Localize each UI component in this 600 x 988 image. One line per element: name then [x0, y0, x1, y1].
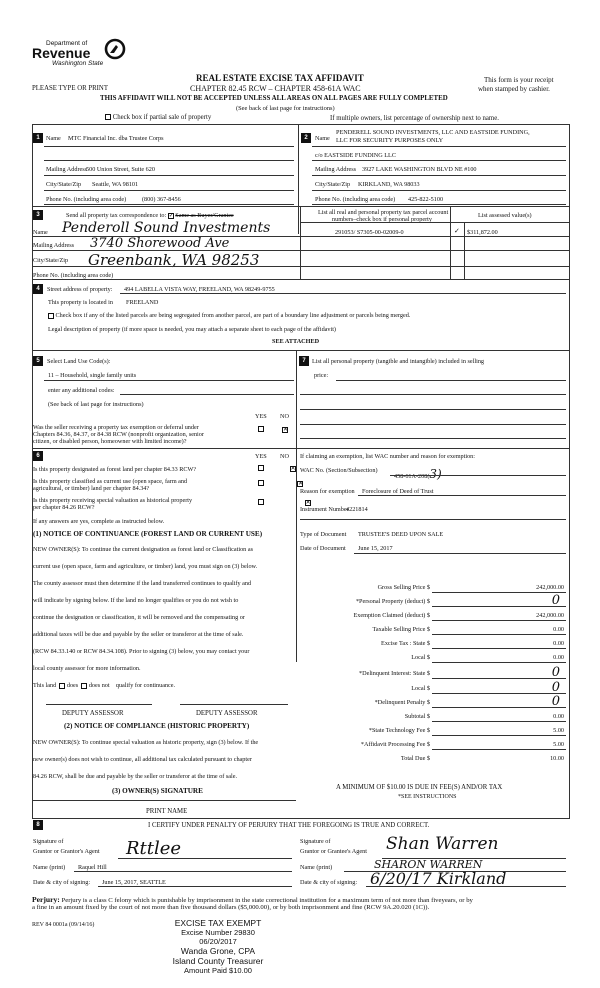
grantor-signature[interactable]: Rttlee: [126, 838, 182, 859]
assessed-header: List assessed value(s): [478, 212, 532, 219]
segregated-label: Check box if any of the listed parcels are being segregated from another parcel, are part of a boundary line adjustment or parcels being merged.: [55, 312, 411, 319]
exemption-q-1: Was the seller receiving a property tax exemption or deferral under: [33, 424, 199, 431]
instrument-value[interactable]: 4221814: [346, 506, 368, 513]
located-label: This property is located in: [48, 299, 113, 306]
agency-logo: [32, 40, 103, 67]
wac-value[interactable]: 458-61A-208(3): [394, 467, 442, 481]
exemption-q-3: citizen, or disabled person, homeowner with limited income)?: [33, 438, 187, 445]
calc-value[interactable]: 5.00: [553, 727, 564, 734]
perjury-statement-1: Perjury: Perjury is a class C felony which is punishable by imprisonment in the state correctional institution for a maximum term of not more than fiveyears, or by: [32, 895, 473, 904]
notice2-line-2: new owner(s) does not wish to continue, all additional tax calculated pursuant to chapter: [33, 756, 252, 763]
buyer-phone-label: Phone No. (including area code): [315, 196, 396, 203]
form-title: REAL ESTATE EXCISE TAX AFFIDAVIT: [196, 73, 364, 83]
yes-header-6: YES: [255, 453, 267, 460]
personal-property-check[interactable]: ✓: [454, 227, 460, 235]
stamp-line-5: Island County Treasurer: [172, 956, 264, 966]
segregated-row: [48, 312, 410, 319]
grantee-date-label: Date & city of signing:: [300, 879, 358, 886]
notice1-line-3: The county assessor must then determine if the land transferred continues to qualify and: [33, 580, 252, 587]
agency-line1: Department of: [46, 40, 88, 47]
print-name-label: PRINT NAME: [146, 808, 188, 815]
grantee-signature[interactable]: Shan Warren: [386, 834, 499, 854]
partial-sale-label: Check box if partial sale of property: [112, 114, 212, 121]
historic-no-checkbox[interactable]: ✕: [305, 499, 311, 506]
land-use-label: Select Land Use Code(s):: [47, 358, 111, 365]
grantor-name-label: Name (print): [33, 864, 66, 871]
notice-continuance-title: (1) NOTICE OF CONTINUANCE (FOREST LAND OR CURRENT USE): [33, 530, 263, 538]
tax-city-label: City/State/Zip: [33, 257, 69, 264]
see-instructions: *SEE INSTRUCTIONS: [398, 794, 457, 800]
notice-compliance-title: (2) NOTICE OF COMPLIANCE (HISTORIC PROPERTY): [64, 722, 250, 730]
stamp-line-2: Excise Number 29830: [181, 928, 255, 937]
notice1-line-7: (RCW 84.33.140 or RCW 84.34.108). Prior to signing (3) below, you may contact your: [33, 648, 250, 655]
calc-value[interactable]: 0.00: [553, 626, 564, 633]
reason-label: Reason for exemption: [300, 488, 355, 495]
grantor-sig-label-2: Grantor or Grantor's Agent: [33, 848, 100, 855]
current-use-yes-checkbox[interactable]: [258, 480, 264, 486]
tax-phone-label: Phone No. (including area code): [33, 272, 114, 279]
section-7-number: 7: [299, 356, 309, 366]
buyer-phone[interactable]: 425-822-5100: [408, 196, 444, 203]
grantee-date[interactable]: 6/20/17 Kirkland: [370, 869, 507, 888]
street-address[interactable]: 494 LABELLA VISTA WAY, FREELAND, WA 98249-9755: [124, 286, 275, 293]
notice1-line-8: local county assessor for more information.: [33, 665, 141, 672]
section-2-number: 2: [301, 133, 311, 143]
personal-property-label: List all personal property (tangible and intangible) included in selling: [312, 358, 485, 365]
notice1-line-1: NEW OWNER(S): To continue the current designation as forest land or Classification as: [33, 546, 253, 553]
receipt-note-2: when stamped by cashier.: [478, 85, 550, 93]
instrument-label: Instrument Number: [300, 506, 349, 513]
seller-phone[interactable]: (800) 367-8456: [142, 196, 181, 203]
notice2-line-3: 84.26 RCW, shall be due and payable by the seller or transferor at the time of sale.: [33, 773, 238, 780]
no-header-5: NO: [280, 413, 289, 420]
accounts-header-1: List all real and personal property tax parcel account: [318, 209, 449, 216]
grantor-name[interactable]: Raquel Hill: [78, 864, 107, 871]
exemption-no-checkbox[interactable]: ✕: [283, 426, 289, 433]
buyer-mailing[interactable]: 3927 LAKE WASHINGTON BLVD NE #100: [362, 166, 477, 173]
forest-yes-checkbox[interactable]: [258, 465, 264, 471]
print-note: PLEASE TYPE OR PRINT: [32, 85, 108, 92]
notice2-line-1: NEW OWNER(S): To continue special valuation as historic property, sign (3) below. If the: [33, 739, 259, 746]
seller-city[interactable]: Seattle, WA 98101: [92, 181, 139, 188]
tax-name-label: Name: [33, 229, 48, 236]
current-use-q-2: agricultural, or timber) land per chapter 84.34?: [33, 485, 150, 492]
land-use-see-back: (See back of last page for instructions): [48, 401, 144, 408]
historic-q-1: Is this property receiving special valuation as historical property: [33, 497, 193, 504]
continuance-row: This land does does not qualify for continuance.: [33, 682, 176, 689]
grantee-name-label: Name (print): [300, 864, 333, 871]
seller-name-label: Name: [46, 135, 61, 142]
grantee-sig-label-2: Grantor or Grantee's Agent: [300, 848, 367, 855]
deputy-assessor-2: DEPUTY ASSESSOR: [196, 710, 258, 717]
doc-type-label: Type of Document: [300, 531, 347, 538]
seller-city-label: City/State/Zip: [46, 181, 82, 188]
historic-q-2: per chapter 84.26 RCW?: [33, 504, 95, 511]
forest-land-q: Is this property designated as forest land per chapter 84.33 RCW?: [33, 466, 197, 473]
owner-signature-title: (3) OWNER(S) SIGNATURE: [112, 787, 203, 795]
calc-value[interactable]: 0.00: [553, 654, 564, 661]
tax-mailing[interactable]: 3740 Shorewood Ave: [90, 236, 230, 251]
reason-value[interactable]: Foreclosure of Deed of Trust: [362, 488, 434, 495]
grantor-date[interactable]: June 15, 2017, SEATTLE: [102, 879, 166, 886]
buyer-name-label: Name: [315, 135, 330, 142]
buyer-city-label: City/State/Zip: [315, 181, 351, 188]
tax-name[interactable]: Penderoll Sound Investments: [62, 220, 271, 236]
does-checkbox[interactable]: [59, 683, 65, 689]
send-correspondence-label: Send all property tax correspondence to: ✓ Same as Buyer/Grantee: [66, 212, 234, 219]
calc-value[interactable]: 0: [551, 665, 560, 680]
if-yes-note: If any answers are yes, complete as instructed below.: [33, 518, 165, 525]
legal-description-label: Legal description of property (if more space is needed, you may attach a separate sheet to each page of the affidavit): [48, 326, 336, 333]
yes-header-5: YES: [255, 413, 267, 420]
form-revision: REV 84 0001a (09/14/16): [32, 922, 95, 928]
tax-calculation-table: Gross Selling Price $ 242,000.00 *Personal Property (deduct) $ 0 Exemption Claimed (deduct) $ 242,000.00 Taxable Selling Price $ 0.00 Excise Tax : State $ 0.00 Local $ 0.00 *Delinquent Interest: State $ 0 Local $ 0 *Delinquent Penalty $ 0 Subtotal $ 0.00 *State Technology Fee $ 5.00 *Affidavit Processing Fee $ 5.00 Total Due $ 10.00: [353, 584, 564, 762]
receipt-note-1: This form is your receipt: [484, 76, 554, 84]
calc-value[interactable]: 0.00: [553, 640, 564, 647]
parcel-account[interactable]: 291053/ S7305-00-02009-0: [335, 229, 404, 236]
price-label: price:: [314, 372, 329, 379]
historic-yes-checkbox[interactable]: [258, 499, 264, 505]
perjury-statement-2: a fine in an amount fixed by the court of not more than five thousand dollars ($5,000.00), or by both imprisonment and fine (RCW 9A.20.020 (1C)).: [32, 904, 430, 911]
calc-value[interactable]: 0: [551, 694, 560, 709]
section-3-number: 3: [33, 210, 43, 220]
no-header-6: NO: [280, 453, 289, 460]
same-as-buyer-label: Same as Buyer/Grantee: [175, 212, 234, 219]
section-8-number: 8: [33, 820, 43, 830]
notice1-line-2: current use (open space, farm and agriculture, or timber) land, you must sign on (3) below.: [33, 563, 258, 570]
does-not-checkbox[interactable]: [81, 683, 87, 689]
calc-value[interactable]: 0: [551, 593, 560, 608]
section-6-number: 6: [33, 451, 43, 461]
street-label: Street address of property:: [47, 286, 113, 293]
excise-stamp: [148, 918, 288, 975]
exemption-yes-checkbox[interactable]: [258, 426, 264, 432]
grantor-date-label: Date & city of signing:: [33, 879, 91, 886]
grantee-name[interactable]: SHARON WARREN: [374, 858, 483, 871]
wac-claim-label: If claiming an exemption, list WAC number and reason for exemption:: [300, 453, 475, 460]
tax-mailing-label: Mailing Address: [33, 242, 75, 249]
agency-line2: Revenue: [32, 45, 91, 61]
accounts-header-2: numbers–check box if personal property: [332, 216, 433, 223]
calc-value[interactable]: 10.00: [550, 755, 564, 762]
doc-date-label: Date of Document: [300, 545, 346, 552]
form-chapter: CHAPTER 82.45 RCW – CHAPTER 458-61A WAC: [190, 84, 361, 93]
buyer-co[interactable]: c/o EASTSIDE FUNDING LLC: [315, 152, 396, 159]
doc-type-value[interactable]: TRUSTEE'S DEED UPON SALE: [358, 531, 444, 538]
located-city[interactable]: FREELAND: [126, 299, 159, 306]
buyer-mailing-label: Mailing Address: [315, 166, 357, 173]
agency-line3: Washington State: [52, 60, 104, 67]
section-4-number: 4: [33, 284, 43, 294]
seller-name[interactable]: MTC Financial Inc. dba Trustee Corps: [68, 135, 164, 142]
minimum-fee-note: A MINIMUM OF $10.00 IS DUE IN FEE(S) AND/OR TAX: [336, 784, 503, 791]
seller-mailing[interactable]: 500 Union Street, Suite 620: [86, 166, 155, 173]
land-use-code[interactable]: 11 – Household, single family units: [48, 372, 137, 379]
assessed-value[interactable]: $311,872.00: [467, 229, 498, 236]
current-use-no-checkbox[interactable]: ✕: [298, 480, 304, 487]
buyer-name-1[interactable]: PENDERELL SOUND INVESTMENTS, LLC AND EASTSIDE FUNDING,: [336, 129, 530, 136]
forest-no-checkbox[interactable]: ✕: [290, 465, 296, 472]
buyer-city[interactable]: KIRKLAND, WA 98033: [358, 181, 420, 188]
tax-city[interactable]: Greenbank, WA 98253: [88, 251, 260, 269]
wac-label: WAC No. (Section/Subsection): [300, 467, 378, 474]
form-warning: THIS AFFIDAVIT WILL NOT BE ACCEPTED UNLESS ALL AREAS ON ALL PAGES ARE FULLY COMPLETED: [100, 95, 448, 102]
same-as-buyer-checkbox[interactable]: ✓: [168, 212, 174, 219]
deputy-assessor-1: DEPUTY ASSESSOR: [62, 710, 124, 717]
calc-value[interactable]: 0: [551, 680, 560, 695]
seller-phone-label: Phone No. (including area code): [46, 196, 127, 203]
calc-value[interactable]: 242,000.00: [536, 612, 564, 619]
seller-mailing-label: Mailing Address: [46, 166, 88, 173]
see-back-note: (See back of last page for instructions): [236, 105, 335, 112]
buyer-name-2[interactable]: LLC FOR SECURITY PURPOSES ONLY: [336, 137, 444, 144]
stamp-line-4: Wanda Grone, CPA: [180, 946, 256, 956]
certify-statement: I CERTIFY UNDER PENALTY OF PERJURY THAT THE FOREGOING IS TRUE AND CORRECT.: [148, 822, 430, 829]
grantee-sig-label-1: Signature of: [300, 838, 331, 845]
agency-logo-icon: [104, 38, 126, 60]
notice1-line-6: additional taxes will be due and payable by the seller or transferor at the time of sale.: [33, 631, 244, 638]
exemption-q-2: Chapters 84.36, 84.37, or 84.38 RCW (nonprofit organization, senior: [33, 431, 204, 438]
partial-sale-checkbox-row: [105, 114, 211, 121]
current-use-q-1: Is this property classified as current use (open space, farm and: [33, 478, 188, 485]
see-attached: SEE ATTACHED: [272, 338, 320, 345]
stamp-line-1: EXCISE TAX EXEMPT: [174, 918, 262, 928]
calc-value[interactable]: 0.00: [553, 713, 564, 720]
calc-value[interactable]: 5.00: [553, 741, 564, 748]
section-1-number: 1: [33, 133, 43, 143]
notice1-line-4: will indicate by signing below. If the land no longer qualifies or you do not wish to: [33, 597, 239, 604]
partial-sale-checkbox[interactable]: [105, 114, 111, 120]
additional-codes-label: enter any additional codes:: [48, 387, 115, 394]
stamp-line-6: Amount Paid $10.00: [184, 966, 252, 975]
multiple-owners-note: If multiple owners, list percentage of ownership next to name.: [330, 115, 499, 122]
segregated-checkbox[interactable]: [48, 313, 54, 319]
notice1-line-5: continue the designation or classification, it will be removed and the compensating or: [33, 614, 245, 621]
doc-date-value[interactable]: June 15, 2017: [358, 545, 393, 552]
stamp-line-3: 06/20/2017: [199, 937, 237, 946]
calc-value[interactable]: 242,000.00: [536, 584, 564, 591]
grantor-sig-label-1: Signature of: [33, 838, 64, 845]
section-5-number: 5: [33, 356, 43, 366]
